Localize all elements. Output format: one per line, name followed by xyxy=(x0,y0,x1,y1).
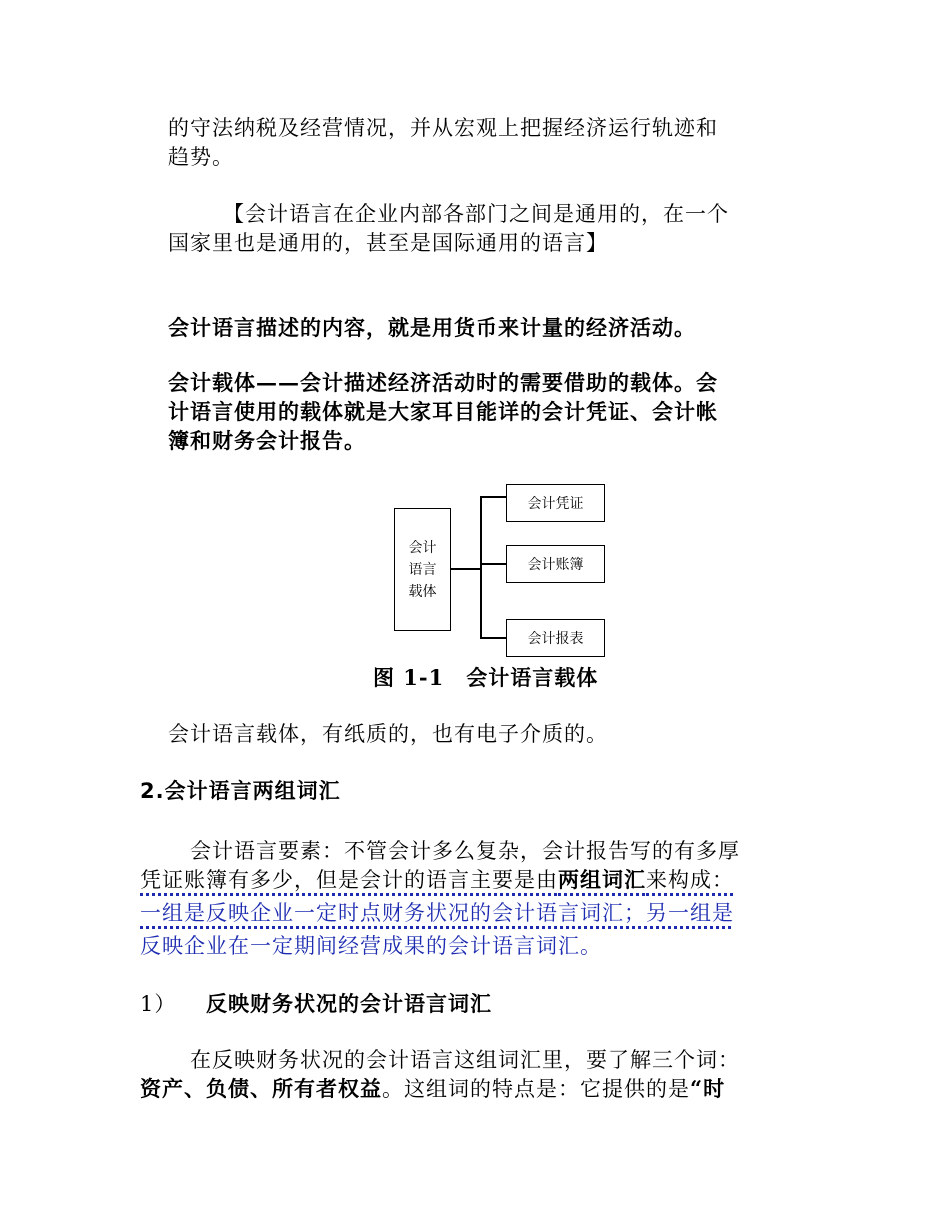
subsection1-heading-text: 反映财务状况的会计语言词汇 xyxy=(206,991,492,1016)
section2-line2 xyxy=(140,865,734,895)
root-label-2: 语言 xyxy=(408,561,437,578)
child-label-2: 会计账簿 xyxy=(527,557,584,573)
subsection1-heading-num: 1） xyxy=(140,992,177,1016)
p3-line1: 会计语言描述的内容，就是用货币来计量的经济活动。 xyxy=(168,315,696,340)
diagram-child-report xyxy=(506,619,605,657)
section2-heading-num: 2. xyxy=(140,779,165,803)
figure-caption: 图 1-1 会计语言载体 xyxy=(373,665,599,690)
after-diagram-text: 会计语言载体，有纸质的，也有电子介质的。 xyxy=(168,722,608,746)
section2-line2-b: 来构成： xyxy=(646,868,734,892)
p1-line1: 的守法纳税及经营情况，并从宏观上把握经济运行轨迹和 xyxy=(168,116,718,140)
connector-child-2 xyxy=(480,563,506,565)
section2-line2-a: 凭证账簿有多少，但是会计的语言主要是由 xyxy=(140,868,558,892)
p4-line1: 会计载体——会计描述经济活动时的需要借助的载体。会 xyxy=(168,370,718,395)
assets-liabilities-equity-bold: 资产、负债、所有者权益 xyxy=(140,1076,382,1101)
p1-line2: 趋势。 xyxy=(168,145,234,169)
section2-heading xyxy=(140,776,341,806)
two-groups-bold: 两组词汇 xyxy=(558,867,646,892)
subsection1-line2-a: 。这组词的特点是：它提供的是 xyxy=(382,1077,690,1101)
diagram-child-ledger xyxy=(506,545,605,583)
connector-vertical xyxy=(480,496,482,638)
carrier-diagram xyxy=(380,478,620,663)
subsection1-line2-bold2: “时 xyxy=(690,1076,726,1101)
section2-heading-text: 会计语言两组词汇 xyxy=(164,778,341,803)
child-label-1: 会计凭证 xyxy=(527,496,584,512)
p4-line2: 计语言使用的载体就是大家耳目能详的会计凭证、会计帐 xyxy=(168,399,718,424)
connector-child-1 xyxy=(480,496,506,498)
subsection1-line1: 在反映财务状况的会计语言这组词汇里，要了解三个词： xyxy=(190,1048,740,1072)
section2-line1: 会计语言要素：不管会计多么复杂，会计报告写的有多厚 xyxy=(190,839,740,863)
subsection1-heading xyxy=(140,989,492,1019)
p2-line1: 【会计语言在企业内部各部门之间是通用的，在一个 xyxy=(223,202,729,226)
connector-child-3 xyxy=(480,637,506,639)
section2-line4: 反映企业在一定期间经营成果的会计语言词汇。 xyxy=(140,934,602,958)
child-label-3: 会计报表 xyxy=(527,631,584,647)
section2-line3: 一组是反映企业一定时点财务状况的会计语言词汇；另一组是 xyxy=(140,901,734,925)
connector-root xyxy=(450,568,480,570)
root-label-1: 会计 xyxy=(408,539,437,556)
subsection1-line2 xyxy=(140,1074,725,1104)
p2-line2: 国家里也是通用的，甚至是国际通用的语言】 xyxy=(168,231,608,255)
p4-line3: 簿和财务会计报告。 xyxy=(168,428,366,453)
root-label-3: 载体 xyxy=(408,583,437,600)
diagram-child-voucher xyxy=(506,484,605,522)
diagram-root-box xyxy=(394,508,451,631)
